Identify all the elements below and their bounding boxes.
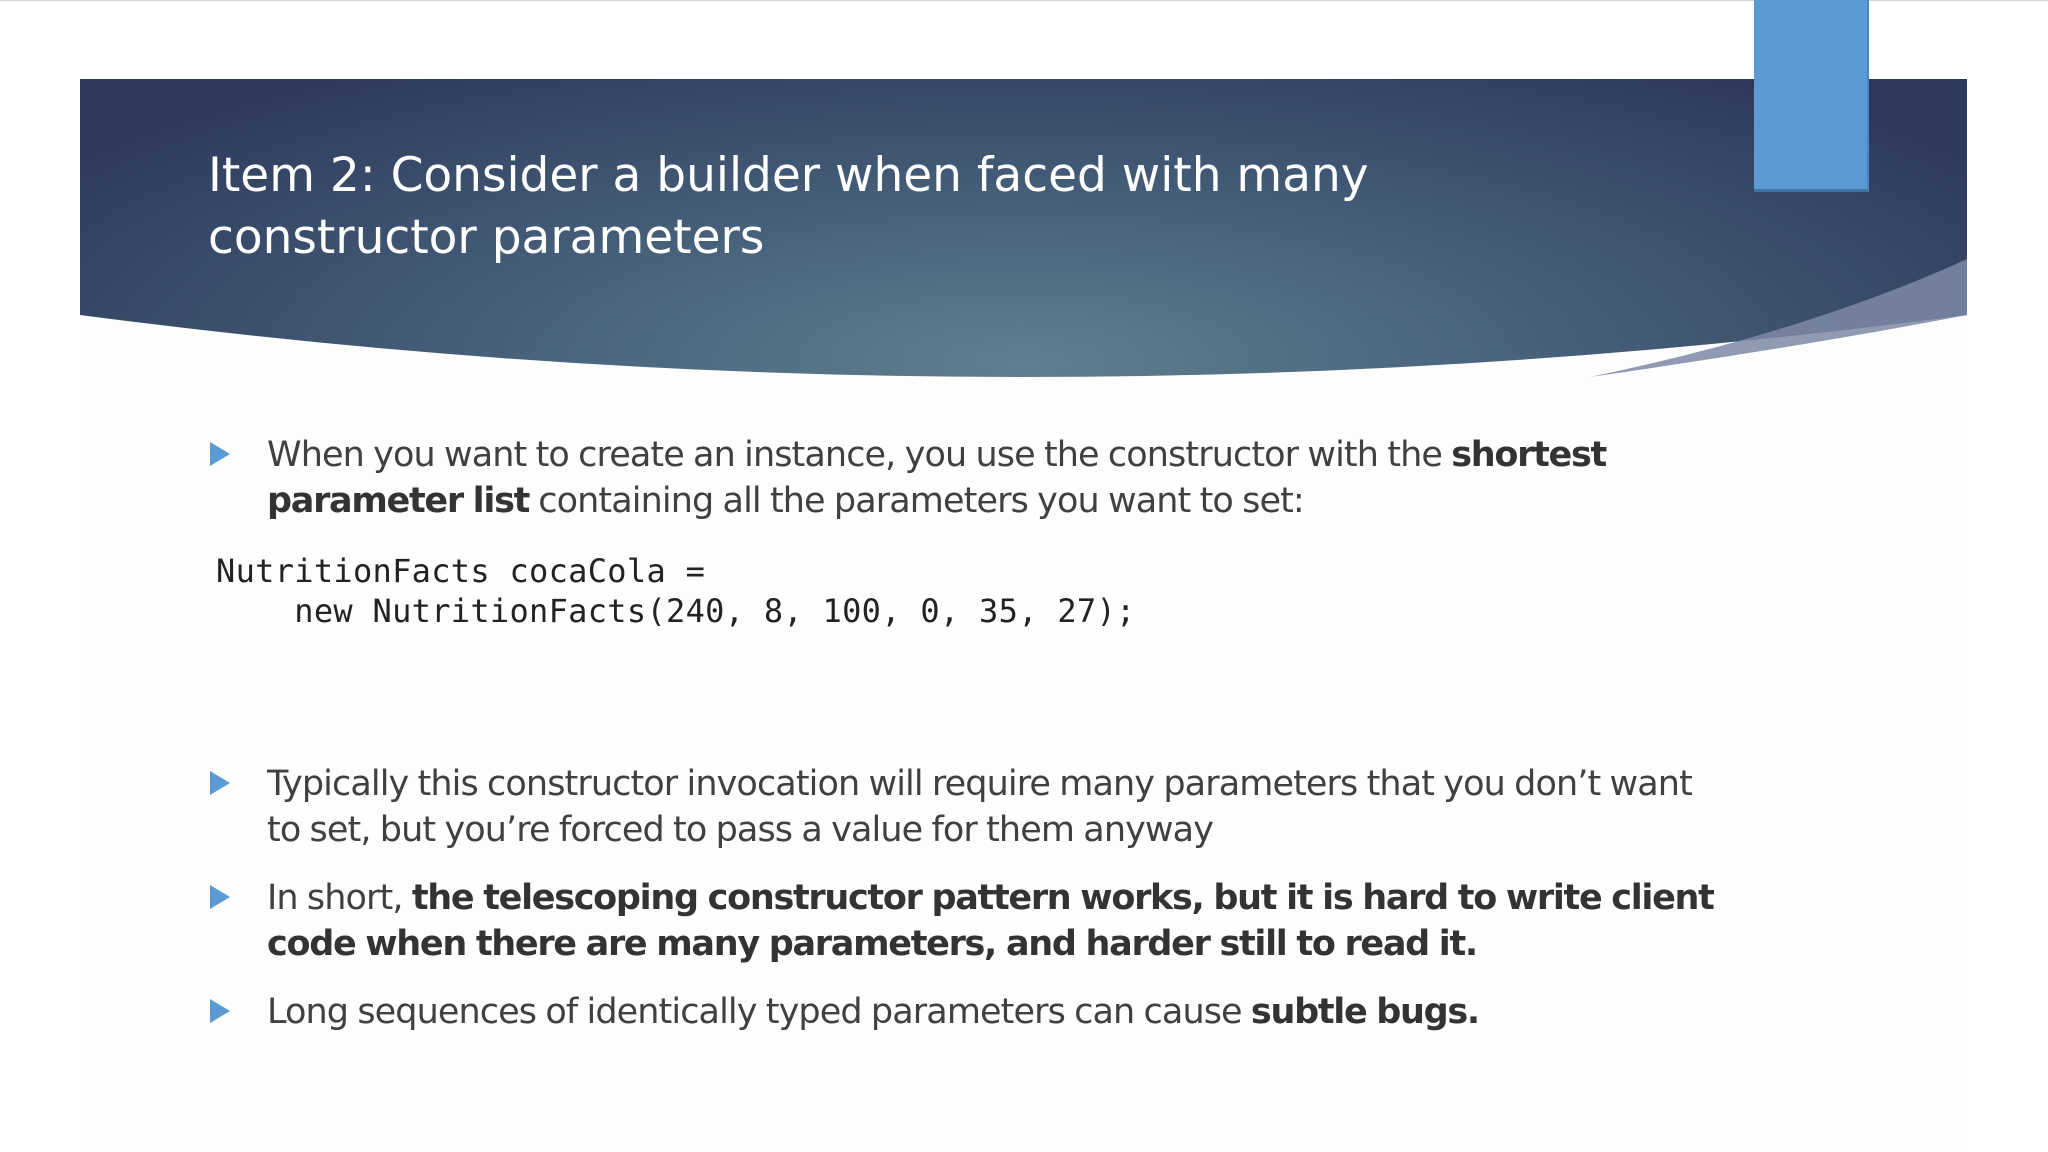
bullet-text xyxy=(267,875,1727,967)
triangle-bullet-icon xyxy=(209,770,231,796)
top-divider xyxy=(0,0,2048,1)
triangle-bullet-icon xyxy=(209,998,231,1024)
bullet-text xyxy=(267,761,1727,853)
bullet-text-segment: In short, xyxy=(267,878,412,918)
title-banner xyxy=(80,79,1967,381)
bullet-text-segment: Typically this constructor invocation will require many parameters that you don’t want to set, but you’re forced to pass a value for them anyway xyxy=(267,764,1692,850)
accent-tab xyxy=(1754,0,1869,192)
bullet-text-emphasis: shortest parameter list xyxy=(267,435,1606,521)
bullet-text xyxy=(267,989,1727,1035)
bullet-text-emphasis: the telescoping constructor pattern works, but it is hard to write client code when there are many parameters, and harder still to read it. xyxy=(267,878,1714,964)
bullet-text-emphasis: subtle bugs. xyxy=(1250,992,1479,1032)
slide-title: Item 2: Consider a builder when faced with many constructor parameters xyxy=(208,148,1369,265)
triangle-bullet-icon xyxy=(209,884,231,910)
bullet-text-segment: When you want to create an instance, you use the constructor with the xyxy=(267,435,1452,475)
bullet-text-segment: Long sequences of identically typed parameters can cause xyxy=(267,992,1251,1032)
bullet-text-segment: containing all the parameters you want to set: xyxy=(529,481,1304,521)
triangle-bullet-icon xyxy=(209,441,231,467)
slide xyxy=(80,79,1967,1152)
bullet-text xyxy=(267,432,1727,524)
code-snippet: NutritionFacts cocaCola = new NutritionFacts(240, 8, 100, 0, 35, 27); xyxy=(216,552,1136,630)
